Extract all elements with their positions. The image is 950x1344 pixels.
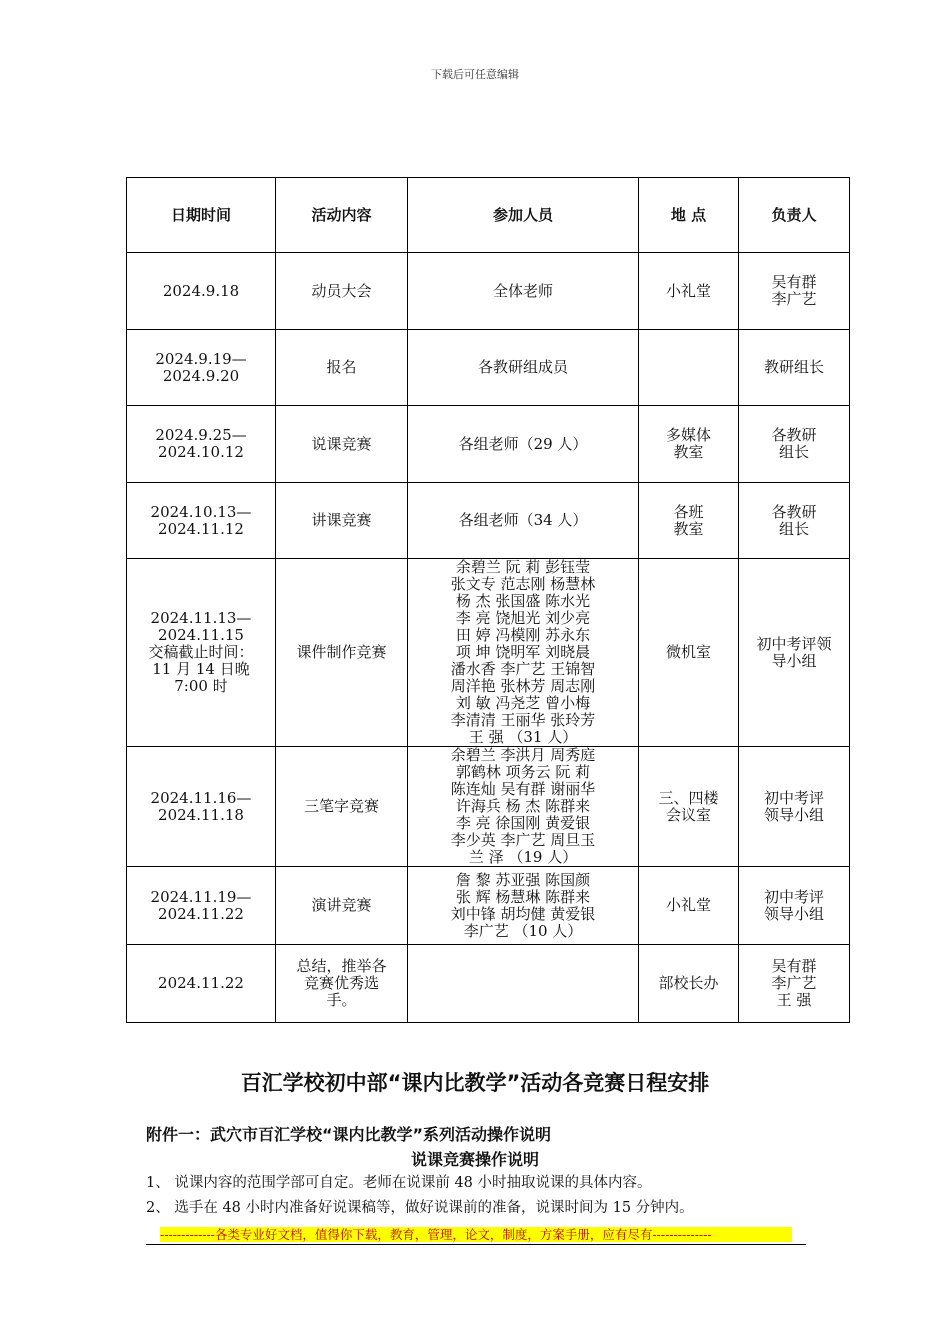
place-cell — [639, 406, 739, 483]
date-cell-line: 2024.9.20 — [162, 366, 240, 385]
place-cell-line: 部校长办 — [658, 974, 719, 992]
place-cell-line: 三、四楼 — [658, 788, 719, 807]
lead-cell — [739, 945, 850, 1023]
participants-cell-line: 张 辉 杨慧琳 陈群来 — [455, 887, 591, 906]
lead-cell-line: 组长 — [778, 519, 809, 538]
participants-cell-line: 刘 敏 冯尧芝 曾小梅 — [455, 694, 591, 712]
activity-cell — [276, 559, 408, 747]
table-row — [127, 253, 850, 330]
lead-cell-line: 初中考评 — [763, 788, 824, 807]
lead-cell — [739, 253, 850, 330]
header-activity: 活动内容 — [276, 178, 408, 253]
participants-cell — [408, 330, 639, 406]
place-cell-line: 小礼堂 — [665, 281, 711, 300]
participants-cell-line: 李 亮 饶旭光 刘少亮 — [455, 609, 591, 627]
participants-cell-line: 张文专 范志刚 杨慧林 — [450, 575, 596, 593]
participants-cell-line: 潘水香 李广艺 王锦智 — [450, 660, 596, 678]
date-cell — [127, 253, 276, 330]
lead-cell — [739, 747, 850, 867]
lead-cell-line: 吴有群 — [771, 957, 817, 975]
annex-title: 附件一：武穴市百汇学校“课内比教学”系列活动操作说明 — [146, 1125, 552, 1144]
date-cell-line: 2024.11.12 — [158, 519, 244, 538]
table-row — [127, 559, 850, 747]
participants-cell — [408, 747, 639, 867]
date-cell-line: 2024.11.22 — [158, 974, 244, 992]
table-row — [127, 406, 850, 483]
lead-cell-line: 领导小组 — [763, 904, 824, 923]
participants-cell-line: 余碧兰 李洪月 周秀庭 — [450, 746, 596, 764]
date-cell-line: 2024.9.19— — [155, 349, 247, 368]
place-cell — [639, 483, 739, 559]
lead-cell-line: 各教研 — [771, 426, 817, 444]
place-cell — [639, 253, 739, 330]
participants-cell-line: 李清清 王丽华 张玲芳 — [450, 711, 596, 729]
participants-cell-line: 余碧兰 阮 莉 彭钰莹 — [455, 558, 591, 576]
activity-cell — [276, 330, 408, 406]
place-cell-line: 教室 — [673, 443, 704, 461]
participants-cell-line: 田 婷 冯模刚 苏永东 — [455, 626, 591, 644]
place-cell — [639, 747, 739, 867]
lead-cell — [739, 406, 850, 483]
participants-cell-line: 李广艺 （10 人） — [463, 921, 583, 940]
page-title: 百汇学校初中部“课内比教学”活动各竞赛日程安排 — [240, 1071, 710, 1095]
activity-cell — [276, 253, 408, 330]
date-cell — [127, 559, 276, 747]
lead-cell-line: 王 强 — [776, 991, 812, 1009]
place-cell — [639, 330, 739, 406]
participants-cell-line: 兰 泽 （19 人） — [468, 848, 578, 866]
header-date: 日期时间 — [127, 178, 276, 253]
date-cell-line: 2024.11.13— — [150, 609, 252, 627]
date-cell — [127, 945, 276, 1023]
participants-cell-line: 许海兵 杨 杰 陈群来 — [455, 797, 591, 815]
lead-cell-line: 导小组 — [771, 651, 817, 670]
date-cell-line: 11 月 14 日晚 — [152, 660, 250, 678]
place-cell-line: 各班 — [673, 502, 704, 521]
rule-item-1: 1、 说课内容的范围学部可自定。老师在说课前 48 小时抽取说课的具体内容。 — [146, 1175, 652, 1191]
table-row — [127, 945, 850, 1023]
table-row — [127, 483, 850, 559]
place-cell — [639, 945, 739, 1023]
date-cell-line: 2024.11.22 — [158, 904, 244, 923]
table-row — [127, 747, 850, 867]
activity-cell-line: 动员大会 — [311, 281, 372, 300]
place-cell-line: 多媒体 — [665, 426, 711, 444]
participants-cell-line: 王 强 （31 人） — [468, 728, 578, 746]
footer-banner: -------------各类专业好文档，值得你下载，教育，管理，论文，制度，方案手册，应有尽有-------------- — [160, 1227, 792, 1242]
participants-cell-line: 李少英 李广艺 周旦玉 — [450, 831, 596, 849]
participants-cell — [408, 867, 639, 945]
place-cell-line: 会议室 — [665, 805, 711, 824]
place-cell-line: 教室 — [673, 519, 704, 538]
activity-cell — [276, 483, 408, 559]
date-cell-line: 2024.11.18 — [158, 805, 244, 824]
date-cell — [127, 747, 276, 867]
lead-cell — [739, 867, 850, 945]
date-cell-line: 2024.11.16— — [150, 788, 252, 807]
rule-item-2: 2、 选手在 48 小时内准备好说课稿等，做好说课前的准备，说课时间为 15 分钟内。 — [146, 1200, 694, 1216]
date-cell-line: 7:00 时 — [174, 677, 228, 695]
schedule-table — [126, 177, 850, 1023]
place-cell-line: 小礼堂 — [665, 896, 711, 914]
activity-cell-line: 讲课竞赛 — [311, 511, 372, 529]
activity-cell-line: 演讲竞赛 — [311, 896, 372, 914]
participants-cell — [408, 559, 639, 747]
lead-cell-line: 李广艺 — [771, 974, 817, 992]
date-cell-line: 2024.9.18 — [162, 281, 240, 300]
date-cell-line: 2024.9.25— — [155, 426, 247, 444]
place-cell-line: 微机室 — [665, 643, 711, 661]
date-cell-line: 交稿截止时间： — [148, 643, 254, 661]
participants-cell-line: 各组老师（34 人） — [458, 511, 588, 529]
lead-cell — [739, 483, 850, 559]
participants-cell-line: 李 亮 徐国刚 黄爱银 — [455, 814, 591, 832]
header-participants: 参加人员 — [408, 178, 639, 253]
date-cell — [127, 483, 276, 559]
activity-cell — [276, 406, 408, 483]
participants-cell — [408, 253, 639, 330]
participants-cell-line: 各教研组成员 — [477, 358, 568, 376]
header-place: 地 点 — [639, 178, 739, 253]
lead-cell-line: 李广艺 — [771, 290, 817, 308]
header-note: 下载后可任意编辑 — [431, 68, 519, 81]
table-row — [127, 867, 850, 945]
activity-cell — [276, 747, 408, 867]
lead-cell-line: 组长 — [778, 443, 809, 461]
participants-cell-line: 刘中锋 胡均健 黄爱银 — [450, 904, 596, 923]
header-lead: 负责人 — [739, 178, 850, 253]
participants-cell — [408, 945, 639, 1023]
place-cell — [639, 559, 739, 747]
date-cell-line: 2024.10.13— — [150, 502, 252, 521]
participants-cell-line: 项 坤 饶明军 刘晓晨 — [455, 643, 591, 661]
participants-cell-line: 陈连灿 吴有群 谢丽华 — [450, 780, 596, 798]
lead-cell-line: 初中考评 — [763, 887, 824, 906]
lead-cell-line: 吴有群 — [771, 273, 817, 291]
footer-divider — [146, 1244, 806, 1245]
participants-cell-line: 全体老师 — [492, 281, 553, 300]
lead-cell-line: 领导小组 — [763, 805, 824, 824]
lead-cell-line: 教研组长 — [763, 358, 824, 376]
participants-cell-line: 郭鹤林 项务云 阮 莉 — [455, 763, 591, 781]
date-cell — [127, 330, 276, 406]
activity-cell — [276, 867, 408, 945]
participants-cell-line: 周洋艳 张林芳 周志刚 — [450, 677, 596, 695]
activity-cell — [276, 945, 408, 1023]
place-cell — [639, 867, 739, 945]
lead-cell-line: 初中考评领 — [756, 634, 832, 653]
section-subtitle: 说课竞赛操作说明 — [410, 1150, 539, 1169]
activity-cell-line: 报名 — [326, 358, 357, 376]
activity-cell-line: 课件制作竞赛 — [296, 643, 387, 661]
lead-cell-line: 各教研 — [771, 502, 817, 521]
date-cell — [127, 406, 276, 483]
participants-cell — [408, 483, 639, 559]
date-cell — [127, 867, 276, 945]
table-row — [127, 330, 850, 406]
participants-cell-line: 詹 黎 苏亚强 陈国颜 — [455, 870, 591, 889]
activity-cell-line: 说课竞赛 — [311, 434, 372, 453]
participants-cell-line: 杨 杰 张国盛 陈水光 — [455, 592, 591, 610]
lead-cell — [739, 330, 850, 406]
participants-cell-line: 各组老师（29 人） — [458, 434, 588, 453]
date-cell-line: 2024.10.12 — [158, 443, 244, 461]
participants-cell — [408, 406, 639, 483]
date-cell-line: 2024.11.19— — [150, 887, 252, 906]
activity-cell-line: 三笔字竞赛 — [303, 797, 379, 815]
table-header-row — [127, 178, 850, 253]
activity-cell-line: 手。 — [326, 991, 357, 1009]
activity-cell-line: 竞赛优秀选 — [303, 974, 379, 992]
date-cell-line: 2024.11.15 — [158, 626, 244, 644]
activity-cell-line: 总结，推举各 — [296, 957, 387, 975]
lead-cell — [739, 559, 850, 747]
